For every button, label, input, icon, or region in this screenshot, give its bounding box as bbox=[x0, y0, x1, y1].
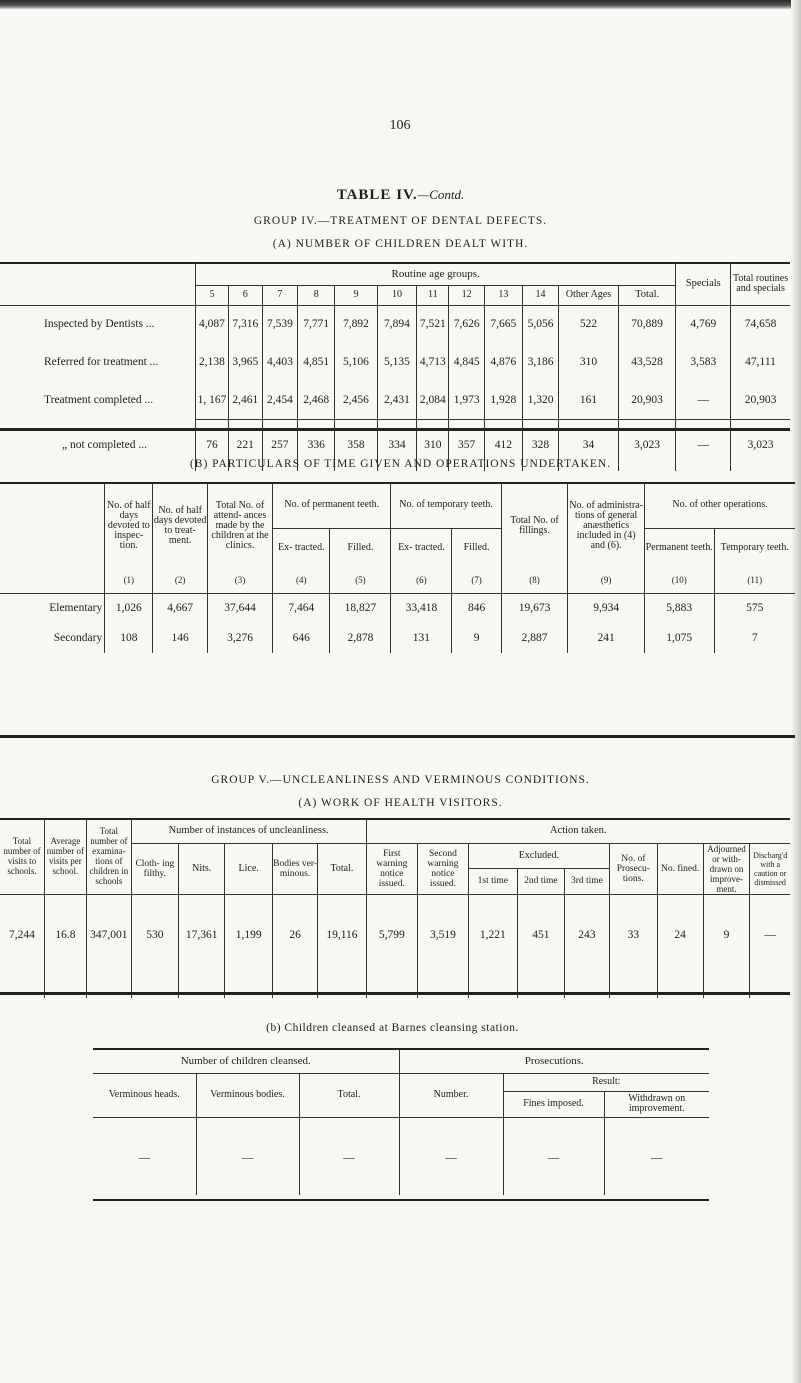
table-cell: 2,878 bbox=[330, 623, 391, 653]
table-cell: — bbox=[399, 1117, 503, 1195]
header-total-examinations: Total number of examina- tions of children in schools bbox=[86, 819, 131, 894]
blank-cell bbox=[0, 483, 105, 593]
table-cell: 7,892 bbox=[335, 305, 377, 343]
table-cell: 2,461 bbox=[228, 381, 262, 419]
rule bbox=[93, 1199, 709, 1201]
table-cell: 33,418 bbox=[391, 593, 452, 623]
table-cell: 3,965 bbox=[228, 343, 262, 381]
group5-heading: GROUP V.—UNCLEANLINESS AND VERMINOUS CONDITIONS. bbox=[211, 774, 590, 786]
column-number: (1) bbox=[105, 568, 153, 593]
table-cell: 5,883 bbox=[644, 593, 714, 623]
table-cell: 1,928 bbox=[484, 381, 522, 419]
header-bodies-verminous: Bodies ver- minous. bbox=[272, 843, 318, 894]
table-title-main: TABLE IV. bbox=[336, 187, 418, 203]
column-number: (7) bbox=[452, 568, 501, 593]
header-nits: Nits. bbox=[178, 843, 225, 894]
header-prosecutions: Prosecutions. bbox=[399, 1049, 709, 1073]
table-cell: 257 bbox=[262, 419, 297, 471]
table-cell: 328 bbox=[522, 419, 558, 471]
table-cell: 1,973 bbox=[449, 381, 484, 419]
header-half-days-inspection: No. of half days devoted to inspec- tion. bbox=[105, 483, 153, 568]
column-number: (9) bbox=[568, 568, 645, 593]
table-cell: 2,887 bbox=[501, 623, 568, 653]
header-excluded-2nd: 2nd time bbox=[517, 869, 564, 895]
header-excluded-1st: 1st time bbox=[468, 869, 517, 895]
header-age-11: 11 bbox=[417, 285, 449, 305]
table-cell: 4,087 bbox=[196, 305, 229, 343]
table-group4-b bbox=[0, 483, 795, 653]
table-cell: 20,903 bbox=[618, 381, 676, 419]
header-verminous-bodies: Verminous bodies. bbox=[196, 1073, 299, 1117]
group4-b-heading: (B) PARTICULARS OF TIME GIVEN AND OPERATIONS UNDERTAKEN. bbox=[189, 458, 612, 470]
table-group5-a bbox=[0, 819, 790, 998]
table-cell: — bbox=[750, 894, 790, 998]
table-cell: 146 bbox=[153, 623, 208, 653]
table-cell: 241 bbox=[568, 623, 645, 653]
table-cell: 5,799 bbox=[366, 894, 418, 998]
table-cell: — bbox=[196, 1117, 299, 1195]
table-cell: 1,075 bbox=[644, 623, 714, 653]
header-action-taken: Action taken. bbox=[366, 819, 790, 843]
header-number: Number. bbox=[399, 1073, 503, 1117]
table-cell: 1,026 bbox=[105, 593, 153, 623]
table-cell: 7,521 bbox=[417, 305, 449, 343]
column-number: (2) bbox=[153, 568, 208, 593]
header-total: Total. bbox=[618, 285, 676, 305]
table-cell: 7,464 bbox=[273, 593, 330, 623]
column-number: (6) bbox=[391, 568, 452, 593]
group5-a-heading: (A) WORK OF HEALTH VISITORS. bbox=[298, 797, 503, 809]
blank-cell bbox=[0, 263, 196, 305]
header-total-visits: Total number of visits to schools. bbox=[3, 836, 41, 877]
table-cell: 4,713 bbox=[417, 343, 449, 381]
rule bbox=[0, 735, 795, 738]
table-cell: 74,658 bbox=[731, 305, 790, 343]
table-cell: 1,221 bbox=[468, 894, 517, 998]
table-cell: 7,665 bbox=[484, 305, 522, 343]
table-cell: — bbox=[676, 419, 731, 471]
table-cell: 20,903 bbox=[731, 381, 790, 419]
header-fines-imposed: Fines imposed. bbox=[503, 1091, 604, 1117]
table-cell: 7,244 bbox=[9, 928, 35, 941]
header-age-7: 7 bbox=[262, 285, 297, 305]
table-cell: 530 bbox=[131, 894, 178, 998]
table-row bbox=[0, 623, 795, 653]
header-withdrawn: Withdrawn on improvement. bbox=[604, 1091, 709, 1117]
table-cell: 310 bbox=[417, 419, 449, 471]
table-cell: 7,894 bbox=[377, 305, 417, 343]
header-permanent-filled: Filled. bbox=[330, 528, 391, 568]
table-cell: 310 bbox=[559, 343, 619, 381]
header-result: Result: bbox=[503, 1073, 709, 1091]
header-first-warning: First warning notice issued. bbox=[366, 843, 418, 894]
header-discharged: Discharg'd with a caution or dismissed bbox=[750, 843, 790, 894]
header-half-days-treatment: No. of half days devoted to treat- ment. bbox=[153, 483, 208, 568]
table-cell: 4,403 bbox=[262, 343, 297, 381]
table-cell: 33 bbox=[610, 894, 658, 998]
table-cell: 3,276 bbox=[207, 623, 272, 653]
table-cell: 575 bbox=[714, 593, 795, 623]
table-cell: — bbox=[138, 1151, 150, 1164]
header-age-9: 9 bbox=[335, 285, 377, 305]
table-cell: 7,626 bbox=[449, 305, 484, 343]
table-cell: 4,769 bbox=[676, 305, 731, 343]
header-anaesthetics: No. of administra- tions of general anæsthetics included in (4) and (6). bbox=[568, 483, 645, 568]
row-label: Treatment completed ... bbox=[44, 394, 154, 406]
table-cell: 70,889 bbox=[618, 305, 676, 343]
table-cell: 7,539 bbox=[262, 305, 297, 343]
header-permanent-teeth: No. of permanent teeth. bbox=[273, 483, 391, 528]
table-cell: 9 bbox=[703, 894, 750, 998]
table-cell: 334 bbox=[377, 419, 417, 471]
table-cell: 358 bbox=[335, 419, 377, 471]
header-other-permanent: Permanent teeth. bbox=[644, 528, 714, 568]
table-cell: 131 bbox=[391, 623, 452, 653]
header-other-operations: No. of other operations. bbox=[644, 483, 795, 528]
table-cell: 9,934 bbox=[568, 593, 645, 623]
header-prosecutions: No. of Prosecu- tions. bbox=[610, 843, 658, 894]
table-cell: 522 bbox=[559, 305, 619, 343]
table-cell: 5,106 bbox=[335, 343, 377, 381]
column-number: (4) bbox=[273, 568, 330, 593]
header-specials: Specials bbox=[676, 263, 731, 305]
table-cell: 9 bbox=[452, 623, 501, 653]
table-cell: 357 bbox=[449, 419, 484, 471]
table-cell: 47,111 bbox=[731, 343, 790, 381]
table-cell: 646 bbox=[273, 623, 330, 653]
table-cell: 846 bbox=[452, 593, 501, 623]
header-age-12: 12 bbox=[449, 285, 484, 305]
table-cell: 108 bbox=[105, 623, 153, 653]
header-average-visits: Average number of visits per school. bbox=[44, 819, 86, 894]
table-cell: 221 bbox=[228, 419, 262, 471]
table-row bbox=[0, 305, 790, 343]
table-cell: 5,135 bbox=[377, 343, 417, 381]
header-age-6: 6 bbox=[228, 285, 262, 305]
table-cell: 26 bbox=[272, 894, 318, 998]
header-excluded-3rd: 3rd time bbox=[564, 869, 609, 895]
header-total-fillings: Total No. of fillings. bbox=[501, 483, 568, 568]
rule bbox=[0, 428, 790, 431]
header-instances-total: Total. bbox=[318, 843, 366, 894]
column-number: (8) bbox=[501, 568, 568, 593]
table-cell: 1, 167 bbox=[196, 381, 229, 419]
row-label: „ not completed ... bbox=[62, 439, 147, 451]
table-cell: 3,023 bbox=[618, 419, 676, 471]
table-cell: 336 bbox=[298, 419, 335, 471]
header-age-10: 10 bbox=[377, 285, 417, 305]
header-routine-age-groups: Routine age groups. bbox=[196, 263, 676, 285]
page-number: 106 bbox=[389, 118, 411, 133]
header-age-14: 14 bbox=[522, 285, 558, 305]
header-lice: Lice. bbox=[225, 843, 272, 894]
table-cell: 5,056 bbox=[522, 305, 558, 343]
table-cell: — bbox=[503, 1117, 604, 1195]
table-group5-b bbox=[93, 1049, 709, 1195]
group4-heading: GROUP IV.—TREATMENT OF DENTAL DEFECTS. bbox=[253, 215, 548, 227]
table-cell: 24 bbox=[657, 894, 703, 998]
scan-top-edge bbox=[0, 0, 801, 9]
table-cell: 4,876 bbox=[484, 343, 522, 381]
table-cell: 3,186 bbox=[522, 343, 558, 381]
header-total-routines-specials: Total routines and specials bbox=[731, 263, 790, 305]
column-number: (11) bbox=[714, 568, 795, 593]
table-cell: 7,771 bbox=[298, 305, 335, 343]
table-cell: 7,316 bbox=[228, 305, 262, 343]
table-cell: 37,644 bbox=[207, 593, 272, 623]
table-cell: 76 bbox=[196, 419, 229, 471]
header-other-ages: Other Ages bbox=[559, 285, 619, 305]
header-verminous-heads: Verminous heads. bbox=[108, 1089, 180, 1100]
header-excluded: Excluded. bbox=[468, 843, 609, 869]
header-children-cleansed: Number of children cleansed. bbox=[93, 1049, 399, 1073]
table-title-continued: —Contd. bbox=[417, 187, 465, 202]
header-age-5: 5 bbox=[196, 285, 229, 305]
header-total-attendances: Total No. of attend- ances made by the children at the clinics. bbox=[207, 483, 272, 568]
table-cell: 4,851 bbox=[298, 343, 335, 381]
header-temporary-extracted: Ex- tracted. bbox=[391, 528, 452, 568]
table-cell: — bbox=[604, 1117, 709, 1195]
table-cell: 3,583 bbox=[676, 343, 731, 381]
row-label: Inspected by Dentists ... bbox=[44, 318, 155, 331]
header-second-warning: Second warning notice issued. bbox=[418, 843, 469, 894]
header-temporary-teeth: No. of temporary teeth. bbox=[391, 483, 501, 528]
rule bbox=[0, 992, 790, 995]
table-cell: 1,320 bbox=[522, 381, 558, 419]
header-other-temporary: Temporary teeth. bbox=[714, 528, 795, 568]
header-clothing-filthy: Cloth- ing filthy. bbox=[131, 843, 178, 894]
table-cell: 243 bbox=[564, 894, 609, 998]
table-row bbox=[0, 381, 790, 419]
table-cell: 2,468 bbox=[298, 381, 335, 419]
row-label: Elementary bbox=[49, 602, 103, 615]
header-fined: No. fined. bbox=[657, 843, 703, 894]
table-cell: 19,116 bbox=[318, 894, 366, 998]
group5-b-heading: (b) Children cleansed at Barnes cleansing station. bbox=[266, 1022, 519, 1034]
table-cell: 451 bbox=[517, 894, 564, 998]
header-cleansed-total: Total. bbox=[299, 1073, 399, 1117]
table-cell: — bbox=[299, 1117, 399, 1195]
table-cell: 34 bbox=[559, 419, 619, 471]
table-cell: 2,084 bbox=[417, 381, 449, 419]
table-cell: 18,827 bbox=[330, 593, 391, 623]
table-cell: — bbox=[676, 381, 731, 419]
table-cell: 161 bbox=[559, 381, 619, 419]
table-group4-a bbox=[0, 263, 790, 471]
table-cell: 2,454 bbox=[262, 381, 297, 419]
table-cell: 16.8 bbox=[44, 894, 86, 998]
column-number: (5) bbox=[330, 568, 391, 593]
group4-a-heading: (A) NUMBER OF CHILDREN DEALT WITH. bbox=[272, 238, 529, 250]
table-cell: 7 bbox=[714, 623, 795, 653]
table-cell: 2,431 bbox=[377, 381, 417, 419]
row-label: Secondary bbox=[53, 632, 103, 644]
table-cell: 4,667 bbox=[153, 593, 208, 623]
header-adjourned: Adjourned or with- drawn on improve- ment. bbox=[703, 843, 750, 894]
header-instances-uncleanliness: Number of instances of uncleanliness. bbox=[131, 819, 366, 843]
table-cell: 17,361 bbox=[178, 894, 225, 998]
row-label: Referred for treatment ... bbox=[44, 356, 159, 368]
scan-right-edge bbox=[791, 0, 801, 1383]
header-age-8: 8 bbox=[298, 285, 335, 305]
table-cell: 4,845 bbox=[449, 343, 484, 381]
table-title bbox=[0, 187, 801, 204]
table-cell: 1,199 bbox=[225, 894, 272, 998]
table-cell: 43,528 bbox=[618, 343, 676, 381]
column-number: (10) bbox=[644, 568, 714, 593]
table-cell: 347,001 bbox=[86, 894, 131, 998]
table-cell: 3,519 bbox=[418, 894, 469, 998]
column-number: (3) bbox=[207, 568, 272, 593]
table-cell: 2,138 bbox=[196, 343, 229, 381]
table-row bbox=[0, 343, 790, 381]
table-cell: 412 bbox=[484, 419, 522, 471]
table-row bbox=[0, 593, 795, 623]
table-cell: 3,023 bbox=[731, 419, 790, 471]
header-age-13: 13 bbox=[484, 285, 522, 305]
header-permanent-extracted: Ex- tracted. bbox=[273, 528, 330, 568]
table-cell: 19,673 bbox=[501, 593, 568, 623]
table-cell: 2,456 bbox=[335, 381, 377, 419]
header-temporary-filled: Filled. bbox=[452, 528, 501, 568]
